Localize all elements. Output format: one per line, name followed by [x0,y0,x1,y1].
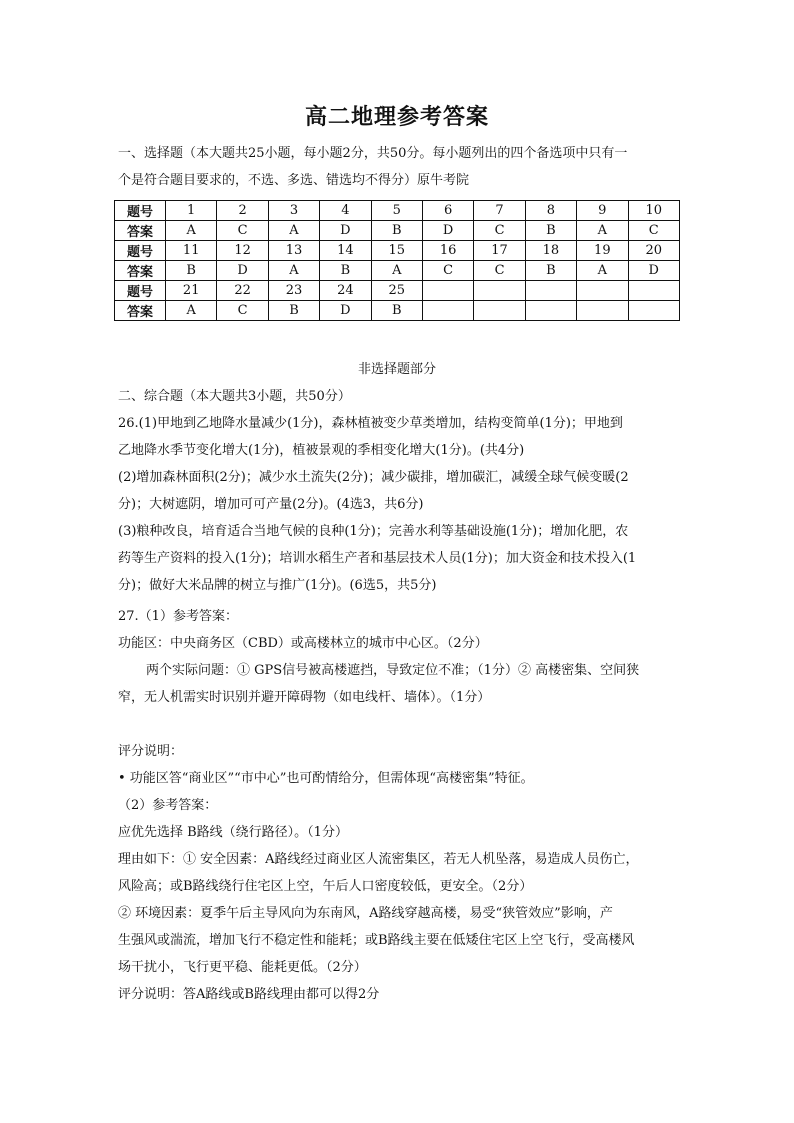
question-27-part2 [118,738,678,1008]
q26-line: 药等生产资料的投入(1分)；培训水稻生产者和基层技术人员(1分)；加大资金和技术投入(1 [118,551,637,566]
table-cell [474,281,525,301]
table-cell: D [320,221,371,241]
q26-line: 分)；大树遮阴，增加可可产量(2分)。(4选3，共6分) [118,497,424,512]
table-cell: C [474,221,525,241]
q27-line: 生强风或湍流，增加飞行不稳定性和能耗；或B路线主要在低矮住宅区上空飞行，受高楼风 [118,933,635,948]
table-cell [422,301,473,321]
q27-line: 两个实际问题：① GPS信号被高楼遮挡，导致定位不准；（1分）② 高楼密集、空间狭 [146,663,640,678]
q27-line: 风险高；或B路线绕行住宅区上空，午后人口密度较低，更安全。（2分） [118,879,533,894]
table-cell: 15 [371,241,422,261]
q26-line: 26.(1)甲地到乙地降水量减少(1分)，森林植被变少草类增加，结构变简单(1分)；甲地到 [118,416,623,431]
table-cell: B [320,261,371,281]
table-cell: 19 [577,241,628,261]
table-cell: A [166,301,217,321]
table-row [115,301,680,321]
row-label: 答案 [115,221,166,241]
nonchoice-heading: 非选择题部分 [357,362,436,377]
table-cell: 17 [474,241,525,261]
section1-line: 一、选择题（本大题共25小题，每小题2分，共50分。每小题列出的四个备选项中只有一 [118,146,628,161]
q27-line: 评分说明： [118,744,184,759]
table-cell: 1 [166,201,217,221]
table-cell: 5 [371,201,422,221]
q27-line: 理由如下：① 安全因素：A路线经过商业区人流密集区，若无人机坠落，易造成人员伤亡， [118,852,639,867]
table-cell [474,301,525,321]
answer-table [114,200,680,321]
table-row [115,201,680,221]
table-cell: 14 [320,241,371,261]
table-cell: 24 [320,281,371,301]
table-cell: 7 [474,201,525,221]
table-row [115,221,680,241]
table-cell: C [217,221,268,241]
table-cell: 10 [628,201,679,221]
table-cell [577,281,628,301]
section2-title: 二、综合题（本大题共3小题，共50分） [118,389,351,404]
q27-line: ② 环境因素：夏季午后主导风向为东南风，A路线穿越高楼，易受“狭管效应”影响，产 [118,906,613,921]
table-cell: C [474,261,525,281]
q26-line: 分)；做好大米品牌的树立与推广(1分)。(6选5，共5分) [118,578,437,593]
table-cell [577,301,628,321]
q26-line: (3)粮种改良，培育适合当地气候的良种(1分)；完善水利等基础设施(1分)；增加化肥，农 [118,524,629,539]
table-cell: 11 [166,241,217,261]
table-cell: 18 [525,241,576,261]
row-label: 题号 [115,281,166,301]
table-cell: D [217,261,268,281]
section1-intro [118,140,678,194]
table-cell [628,301,679,321]
table-cell: B [371,221,422,241]
table-cell: A [166,221,217,241]
table-cell: A [577,221,628,241]
q27-line: （2）参考答案： [118,798,218,813]
q26-line: 乙地降水季节变化增大(1分)，植被景观的季相变化增大(1分)。(共4分) [118,443,525,458]
table-cell: 23 [268,281,319,301]
table-cell [525,281,576,301]
table-cell: C [422,261,473,281]
table-cell: B [525,261,576,281]
table-cell: D [422,221,473,241]
question-26 [118,410,678,599]
table-cell: A [268,221,319,241]
table-cell: 4 [320,201,371,221]
table-cell: 6 [422,201,473,221]
table-cell: C [217,301,268,321]
question-27-part1 [118,603,678,711]
q27-line: 27.（1）参考答案： [118,609,238,624]
table-cell: 20 [628,241,679,261]
table-row [115,241,680,261]
section1-line: 个是符合题目要求的，不选、多选、错选均不得分）原牛考院 [118,173,470,188]
row-label: 答案 [115,301,166,321]
q27-line: 应优先选择 B路线（绕行路径）。（1分） [118,825,348,840]
table-cell: 22 [217,281,268,301]
table-cell: 25 [371,281,422,301]
table-cell: A [577,261,628,281]
table-cell: 3 [268,201,319,221]
table-cell: B [268,301,319,321]
table-cell: B [371,301,422,321]
table-cell: D [320,301,371,321]
table-cell: 21 [166,281,217,301]
table-cell [525,301,576,321]
q27-line: 场干扰小，飞行更平稳、能耗更低。（2分） [118,960,367,975]
row-label: 题号 [115,241,166,261]
row-label: 题号 [115,201,166,221]
section2-heading [118,383,678,410]
table-cell: 12 [217,241,268,261]
table-cell: C [628,221,679,241]
q27-line: 功能区：中央商务区（CBD）或高楼林立的城市中心区。（2分） [118,636,488,651]
q26-line: (2)增加森林面积(2分)；减少水土流失(2分)；减少碳排，增加碳汇，减缓全球气候变暖(2 [118,470,629,485]
table-cell: B [166,261,217,281]
table-cell: 2 [217,201,268,221]
table-cell: 8 [525,201,576,221]
table-cell: D [628,261,679,281]
table-cell: A [268,261,319,281]
row-label: 答案 [115,261,166,281]
table-cell: 9 [577,201,628,221]
q27-line: 窄，无人机需实时识别并避开障碍物（如电线杆、墙体）。（1分） [118,690,491,705]
table-row [115,261,680,281]
table-cell: B [525,221,576,241]
table-cell [422,281,473,301]
table-cell: 16 [422,241,473,261]
table-cell [628,281,679,301]
table-cell: 13 [268,241,319,261]
page-title: 高二地理参考答案 [304,104,489,130]
table-row [115,281,680,301]
q27-line: 评分说明：答A路线或B路线理由都可以得2分 [118,987,380,1002]
table-cell: A [371,261,422,281]
q27-line: • 功能区答“商业区”“市中心”也可酌情给分，但需体现“高楼密集”特征。 [118,771,534,786]
